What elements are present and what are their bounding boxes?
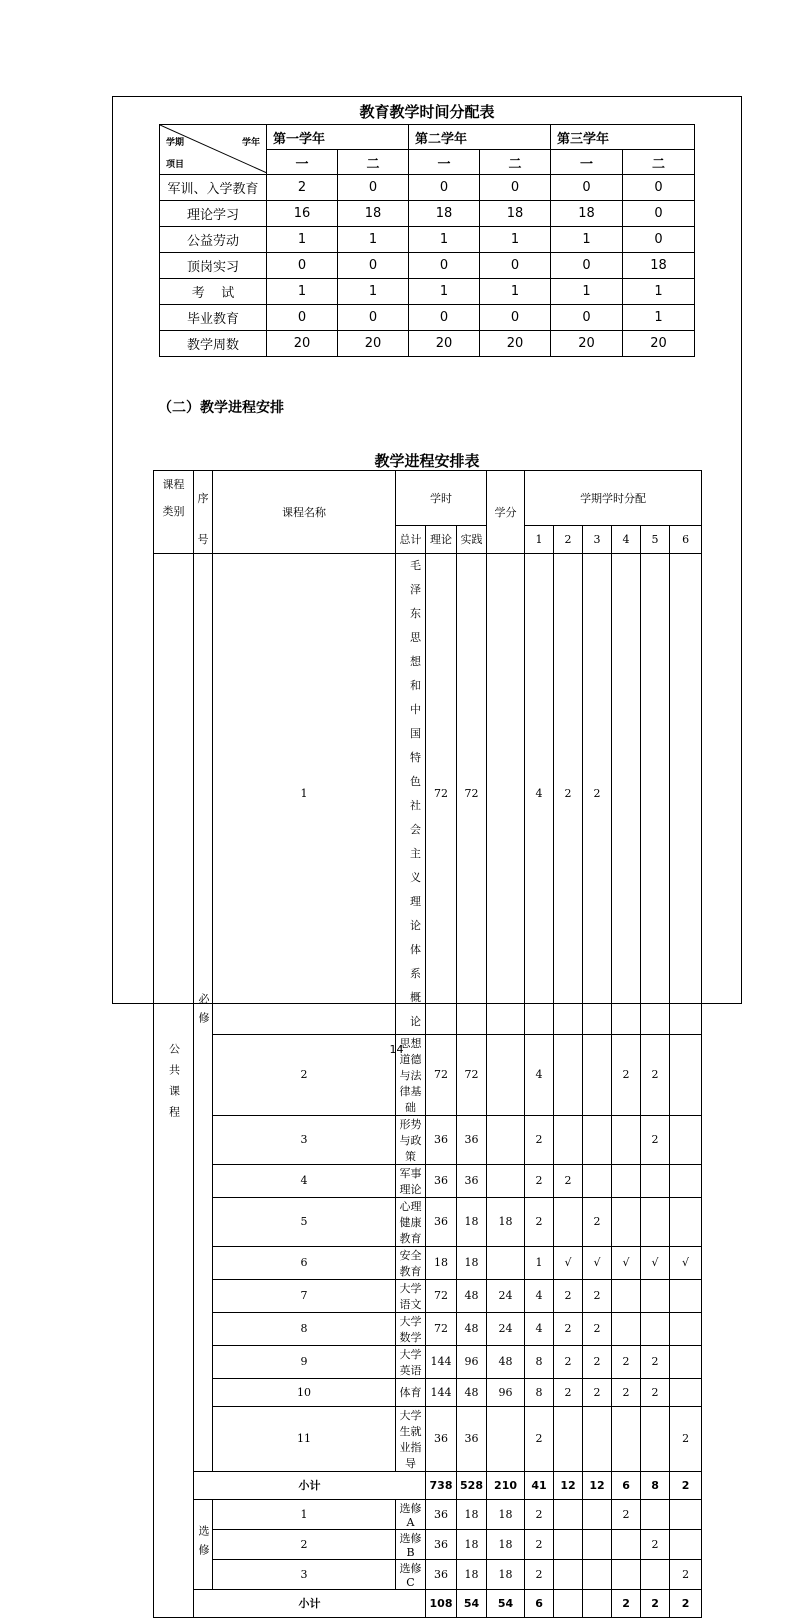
subtotal-semester bbox=[583, 1589, 612, 1617]
table-row bbox=[154, 1559, 702, 1589]
theory-header: 理论 bbox=[426, 525, 457, 553]
course-name: 思想道德与法律基础 bbox=[396, 1034, 426, 1115]
row-label: 理论学习 bbox=[160, 201, 267, 227]
week-value: 1 bbox=[480, 279, 551, 305]
semester-hours: 2 bbox=[612, 1345, 641, 1378]
elective-label: 选修 bbox=[194, 1499, 213, 1589]
theory-hours: 48 bbox=[457, 1312, 487, 1345]
credit-header: 学分 bbox=[487, 471, 525, 554]
total-hours: 144 bbox=[426, 1378, 457, 1406]
total-hours: 72 bbox=[426, 1279, 457, 1312]
practice-header: 实践 bbox=[457, 525, 487, 553]
seq-cell: 1 bbox=[213, 1499, 396, 1529]
week-value: 0 bbox=[480, 175, 551, 201]
semester-hours: √ bbox=[670, 1246, 702, 1279]
semester-header: 二 bbox=[338, 150, 409, 175]
week-value: 18 bbox=[623, 253, 695, 279]
semester-hours bbox=[641, 553, 670, 1034]
semester-hours: 2 bbox=[554, 1378, 583, 1406]
semester-hours: 2 bbox=[670, 1406, 702, 1471]
year-header: 第一学年 bbox=[267, 125, 409, 150]
time-allocation-table bbox=[159, 124, 695, 357]
week-value: 20 bbox=[623, 331, 695, 357]
table-row bbox=[160, 227, 695, 253]
semester-hours: 2 bbox=[583, 1279, 612, 1312]
theory-hours: 36 bbox=[457, 1115, 487, 1164]
semester-col-header: 3 bbox=[583, 525, 612, 553]
table-row bbox=[154, 1312, 702, 1345]
semester-hours bbox=[670, 1279, 702, 1312]
table-row bbox=[154, 553, 702, 1034]
week-value: 0 bbox=[623, 227, 695, 253]
table-row bbox=[160, 175, 695, 201]
semester-hours bbox=[554, 1115, 583, 1164]
subtotal-practice: 54 bbox=[487, 1589, 525, 1617]
credit: 2 bbox=[525, 1197, 554, 1246]
table-row bbox=[160, 305, 695, 331]
item-corner-label: 项目 bbox=[166, 160, 185, 170]
total-hours: 36 bbox=[426, 1499, 457, 1529]
table-row bbox=[160, 253, 695, 279]
semester-hours bbox=[641, 1279, 670, 1312]
seq-cell: 3 bbox=[213, 1115, 396, 1164]
semester-hours: 2 bbox=[583, 1197, 612, 1246]
course-name: 选修B bbox=[396, 1529, 426, 1559]
course-name: 选修A bbox=[396, 1499, 426, 1529]
subtotal-semester: 12 bbox=[583, 1471, 612, 1499]
semester-hours bbox=[670, 1345, 702, 1378]
course-name: 选修C bbox=[396, 1559, 426, 1589]
week-value: 0 bbox=[338, 253, 409, 279]
course-name: 形势与政策 bbox=[396, 1115, 426, 1164]
practice-hours: 24 bbox=[487, 1312, 525, 1345]
row-label: 考 试 bbox=[160, 279, 267, 305]
credit: 2 bbox=[525, 1164, 554, 1197]
subtotal-label: 小计 bbox=[194, 1589, 426, 1617]
theory-hours: 48 bbox=[457, 1279, 487, 1312]
semester-hours: 2 bbox=[583, 1345, 612, 1378]
theory-hours: 72 bbox=[457, 553, 487, 1034]
semester-hours: 2 bbox=[612, 1034, 641, 1115]
schedule-table-title: 教学进程安排表 bbox=[374, 452, 480, 470]
credit: 8 bbox=[525, 1345, 554, 1378]
semester-hours bbox=[612, 1529, 641, 1559]
theory-hours: 18 bbox=[457, 1246, 487, 1279]
total-hours: 36 bbox=[426, 1197, 457, 1246]
theory-hours: 36 bbox=[457, 1406, 487, 1471]
semester-hours: 2 bbox=[641, 1345, 670, 1378]
week-value: 1 bbox=[409, 279, 480, 305]
total-hours: 72 bbox=[426, 1034, 457, 1115]
course-name: 军事理论 bbox=[396, 1164, 426, 1197]
table-row bbox=[154, 1499, 702, 1529]
theory-hours: 96 bbox=[457, 1345, 487, 1378]
seq-cell: 4 bbox=[213, 1164, 396, 1197]
semester-allocation-header: 学期学时分配 bbox=[525, 471, 702, 526]
semester-hours: √ bbox=[641, 1246, 670, 1279]
week-value: 18 bbox=[480, 201, 551, 227]
theory-hours: 36 bbox=[457, 1164, 487, 1197]
seq-cell: 3 bbox=[213, 1559, 396, 1589]
subtotal-credit: 6 bbox=[525, 1589, 554, 1617]
credit: 4 bbox=[525, 1034, 554, 1115]
practice-hours bbox=[487, 1406, 525, 1471]
semester-hours: √ bbox=[612, 1246, 641, 1279]
week-value: 1 bbox=[480, 227, 551, 253]
required-label: 必修 bbox=[194, 553, 213, 1471]
semester-hours bbox=[670, 1312, 702, 1345]
semester-hours bbox=[641, 1312, 670, 1345]
week-value: 0 bbox=[338, 175, 409, 201]
week-value: 0 bbox=[551, 175, 623, 201]
subtotal-practice: 210 bbox=[487, 1471, 525, 1499]
week-value: 0 bbox=[409, 175, 480, 201]
credit: 2 bbox=[525, 1559, 554, 1589]
table-row bbox=[154, 1164, 702, 1197]
semester-hours bbox=[641, 1559, 670, 1589]
subtotal-semester: 2 bbox=[670, 1589, 702, 1617]
week-value: 1 bbox=[338, 227, 409, 253]
semester-hours bbox=[641, 1197, 670, 1246]
credit: 2 bbox=[525, 1115, 554, 1164]
table-row bbox=[154, 1246, 702, 1279]
subtotal-row bbox=[154, 1589, 702, 1617]
credit: 2 bbox=[525, 1529, 554, 1559]
semester-hours: 2 bbox=[670, 1559, 702, 1589]
semester-header: 一 bbox=[409, 150, 480, 175]
semester-hours: 2 bbox=[583, 1312, 612, 1345]
credit: 2 bbox=[525, 1406, 554, 1471]
course-name: 大学数学 bbox=[396, 1312, 426, 1345]
total-hours: 18 bbox=[426, 1246, 457, 1279]
semester-hours bbox=[554, 1529, 583, 1559]
semester-hours bbox=[670, 1378, 702, 1406]
subtotal-row bbox=[154, 1471, 702, 1499]
week-value: 1 bbox=[551, 227, 623, 253]
practice-hours bbox=[487, 1115, 525, 1164]
semester-hours: 2 bbox=[641, 1034, 670, 1115]
subtotal-credit: 41 bbox=[525, 1471, 554, 1499]
total-hours: 72 bbox=[426, 553, 457, 1034]
week-value: 20 bbox=[551, 331, 623, 357]
semester-hours bbox=[670, 1529, 702, 1559]
course-name: 大学语文 bbox=[396, 1279, 426, 1312]
seq-header-cont: 号 bbox=[194, 525, 213, 553]
seq-header: 序 bbox=[194, 471, 213, 526]
page-number: 14 bbox=[389, 1043, 404, 1056]
semester-hours: 2 bbox=[612, 1378, 641, 1406]
category-header-cont bbox=[154, 525, 194, 553]
semester-hours: 2 bbox=[641, 1529, 670, 1559]
table-row bbox=[154, 1345, 702, 1378]
week-value: 20 bbox=[338, 331, 409, 357]
row-label: 毕业教育 bbox=[160, 305, 267, 331]
seq-cell: 5 bbox=[213, 1197, 396, 1246]
week-value: 0 bbox=[480, 305, 551, 331]
credit: 4 bbox=[525, 1279, 554, 1312]
total-hours: 36 bbox=[426, 1559, 457, 1589]
semester-header: 一 bbox=[267, 150, 338, 175]
theory-hours: 18 bbox=[457, 1197, 487, 1246]
row-label: 公益劳动 bbox=[160, 227, 267, 253]
week-value: 0 bbox=[409, 253, 480, 279]
seq-cell: 8 bbox=[213, 1312, 396, 1345]
subtotal-semester bbox=[554, 1589, 583, 1617]
credit: 2 bbox=[525, 1499, 554, 1529]
seq-cell: 11 bbox=[213, 1406, 396, 1471]
semester-hours bbox=[641, 1406, 670, 1471]
practice-hours: 18 bbox=[487, 1529, 525, 1559]
semester-hours bbox=[612, 1406, 641, 1471]
total-hours: 36 bbox=[426, 1406, 457, 1471]
week-value: 0 bbox=[623, 201, 695, 227]
subtotal-semester: 2 bbox=[612, 1589, 641, 1617]
semester-hours bbox=[554, 1499, 583, 1529]
semester-hours bbox=[670, 1197, 702, 1246]
practice-hours: 18 bbox=[487, 1197, 525, 1246]
row-label: 顶岗实习 bbox=[160, 253, 267, 279]
semester-hours: 2 bbox=[612, 1499, 641, 1529]
seq-cell: 2 bbox=[213, 1529, 396, 1559]
semester-hours bbox=[612, 1559, 641, 1589]
subtotal-semester: 6 bbox=[612, 1471, 641, 1499]
semester-hours bbox=[612, 1279, 641, 1312]
year-corner-label: 学年 bbox=[241, 138, 260, 148]
semester-hours bbox=[554, 1559, 583, 1589]
week-value: 2 bbox=[267, 175, 338, 201]
week-value: 1 bbox=[623, 305, 695, 331]
semester-hours bbox=[583, 1164, 612, 1197]
week-value: 18 bbox=[338, 201, 409, 227]
table-row bbox=[154, 1406, 702, 1471]
practice-hours bbox=[487, 1164, 525, 1197]
semester-hours: √ bbox=[583, 1246, 612, 1279]
course-name: 心理健康教育 bbox=[396, 1197, 426, 1246]
course-name: 大学英语 bbox=[396, 1345, 426, 1378]
category-cell: 公共课程 bbox=[154, 553, 194, 1617]
week-value: 1 bbox=[551, 279, 623, 305]
seq-cell: 6 bbox=[213, 1246, 396, 1279]
seq-cell: 10 bbox=[213, 1378, 396, 1406]
row-label: 军训、入学教育 bbox=[160, 175, 267, 201]
week-value: 1 bbox=[267, 279, 338, 305]
practice-hours: 18 bbox=[487, 1559, 525, 1589]
semester-hours: 2 bbox=[554, 1312, 583, 1345]
week-value: 0 bbox=[623, 175, 695, 201]
course-name: 毛泽东思想和中国特色社会主义理论体系概论 bbox=[396, 553, 426, 1034]
week-value: 1 bbox=[409, 227, 480, 253]
semester-hours bbox=[583, 1406, 612, 1471]
semester-hours bbox=[612, 553, 641, 1034]
week-value: 20 bbox=[267, 331, 338, 357]
semester-header: 二 bbox=[480, 150, 551, 175]
semester-hours: 2 bbox=[583, 1378, 612, 1406]
semester-hours bbox=[554, 1406, 583, 1471]
semester-hours: √ bbox=[554, 1246, 583, 1279]
seq-cell: 9 bbox=[213, 1345, 396, 1378]
week-value: 1 bbox=[623, 279, 695, 305]
total-hours: 72 bbox=[426, 1312, 457, 1345]
week-value: 0 bbox=[551, 253, 623, 279]
semester-hours: 2 bbox=[554, 1279, 583, 1312]
semester-hours: 2 bbox=[583, 553, 612, 1034]
course-name: 安全教育 bbox=[396, 1246, 426, 1279]
semester-hours bbox=[641, 1499, 670, 1529]
semester-hours bbox=[583, 1499, 612, 1529]
table-row bbox=[160, 331, 695, 357]
theory-hours: 72 bbox=[457, 1034, 487, 1115]
table-row bbox=[154, 1197, 702, 1246]
diagonal-header-cell bbox=[160, 125, 267, 175]
seq-cell: 1 bbox=[213, 553, 396, 1034]
week-value: 18 bbox=[409, 201, 480, 227]
credit: 8 bbox=[525, 1378, 554, 1406]
semester-corner-label: 学期 bbox=[166, 138, 185, 148]
practice-hours bbox=[487, 1246, 525, 1279]
course-name-header: 课程名称 bbox=[213, 471, 396, 554]
credit: 4 bbox=[525, 1312, 554, 1345]
week-value: 20 bbox=[480, 331, 551, 357]
table-row bbox=[154, 1279, 702, 1312]
week-value: 20 bbox=[409, 331, 480, 357]
subtotal-label: 小计 bbox=[194, 1471, 426, 1499]
week-value: 1 bbox=[267, 227, 338, 253]
year-header: 第二学年 bbox=[409, 125, 551, 150]
week-value: 0 bbox=[551, 305, 623, 331]
semester-hours bbox=[670, 553, 702, 1034]
seq-cell: 2 bbox=[213, 1034, 396, 1115]
week-value: 0 bbox=[338, 305, 409, 331]
practice-hours: 96 bbox=[487, 1378, 525, 1406]
semester-hours bbox=[670, 1499, 702, 1529]
subtotal-theory: 54 bbox=[457, 1589, 487, 1617]
total-header: 总计 bbox=[396, 525, 426, 553]
table-row bbox=[154, 1378, 702, 1406]
week-value: 0 bbox=[480, 253, 551, 279]
subtotal-semester: 12 bbox=[554, 1471, 583, 1499]
subtotal-semester: 8 bbox=[641, 1471, 670, 1499]
week-value: 0 bbox=[409, 305, 480, 331]
semester-col-header: 4 bbox=[612, 525, 641, 553]
table-row bbox=[154, 1529, 702, 1559]
table-row bbox=[154, 1115, 702, 1164]
seq-cell: 7 bbox=[213, 1279, 396, 1312]
total-hours: 36 bbox=[426, 1529, 457, 1559]
credit: 4 bbox=[525, 553, 554, 1034]
semester-hours: 2 bbox=[641, 1115, 670, 1164]
week-value: 18 bbox=[551, 201, 623, 227]
semester-hours bbox=[612, 1115, 641, 1164]
theory-hours: 48 bbox=[457, 1378, 487, 1406]
section-heading: （二）教学进程安排 bbox=[158, 400, 284, 416]
semester-hours bbox=[670, 1164, 702, 1197]
semester-col-header: 1 bbox=[525, 525, 554, 553]
semester-hours: 2 bbox=[554, 553, 583, 1034]
semester-header: 一 bbox=[551, 150, 623, 175]
semester-col-header: 6 bbox=[670, 525, 702, 553]
total-hours: 36 bbox=[426, 1115, 457, 1164]
row-label: 教学周数 bbox=[160, 331, 267, 357]
week-value: 0 bbox=[267, 305, 338, 331]
practice-hours: 24 bbox=[487, 1279, 525, 1312]
practice-hours: 18 bbox=[487, 1499, 525, 1529]
semester-col-header: 2 bbox=[554, 525, 583, 553]
semester-hours bbox=[612, 1164, 641, 1197]
practice-hours: 48 bbox=[487, 1345, 525, 1378]
semester-hours bbox=[641, 1164, 670, 1197]
subtotal-total: 108 bbox=[426, 1589, 457, 1617]
semester-hours bbox=[612, 1197, 641, 1246]
subtotal-semester: 2 bbox=[641, 1589, 670, 1617]
table-row bbox=[160, 201, 695, 227]
semester-hours: 2 bbox=[641, 1378, 670, 1406]
total-hours: 144 bbox=[426, 1345, 457, 1378]
practice-hours bbox=[487, 553, 525, 1034]
theory-hours: 18 bbox=[457, 1529, 487, 1559]
time-table-title: 教育教学时间分配表 bbox=[359, 103, 495, 121]
subtotal-total: 738 bbox=[426, 1471, 457, 1499]
week-value: 1 bbox=[338, 279, 409, 305]
semester-hours bbox=[670, 1115, 702, 1164]
week-value: 16 bbox=[267, 201, 338, 227]
semester-hours: 2 bbox=[554, 1164, 583, 1197]
semester-hours bbox=[554, 1197, 583, 1246]
subtotal-theory: 528 bbox=[457, 1471, 487, 1499]
semester-col-header: 5 bbox=[641, 525, 670, 553]
semester-hours bbox=[583, 1559, 612, 1589]
category-header: 课程类别 bbox=[154, 471, 194, 526]
year-header: 第三学年 bbox=[551, 125, 695, 150]
week-value: 0 bbox=[267, 253, 338, 279]
theory-hours: 18 bbox=[457, 1499, 487, 1529]
semester-header: 二 bbox=[623, 150, 695, 175]
credit: 1 bbox=[525, 1246, 554, 1279]
course-name: 大学生就业指导 bbox=[396, 1406, 426, 1471]
total-hours: 36 bbox=[426, 1164, 457, 1197]
semester-hours: 2 bbox=[554, 1345, 583, 1378]
semester-hours bbox=[583, 1529, 612, 1559]
table-row bbox=[160, 279, 695, 305]
subtotal-semester: 2 bbox=[670, 1471, 702, 1499]
hours-header: 学时 bbox=[396, 471, 487, 526]
course-name: 体育 bbox=[396, 1378, 426, 1406]
semester-hours bbox=[583, 1115, 612, 1164]
semester-hours bbox=[612, 1312, 641, 1345]
theory-hours: 18 bbox=[457, 1559, 487, 1589]
